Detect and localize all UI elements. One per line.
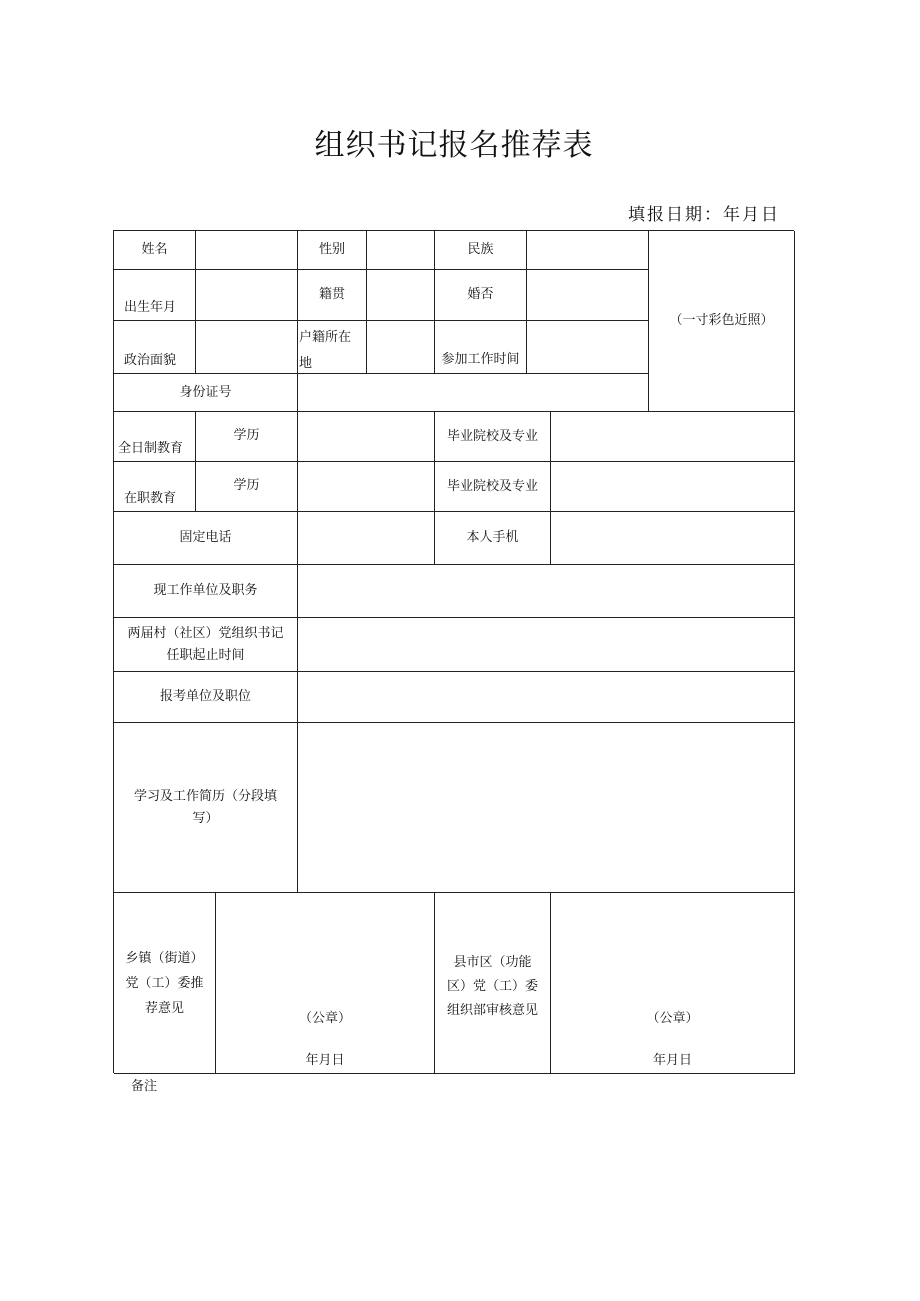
label-parttime-school: 毕业院校及专业 <box>435 462 551 512</box>
town-seal-label: （公章） <box>298 1011 351 1026</box>
town-date-label: 年月日 <box>305 1053 345 1068</box>
gender-field[interactable] <box>367 231 435 270</box>
label-tenure-line2: 任职起止时间 <box>166 647 245 663</box>
label-county-line2: 区）党（工）委 <box>446 979 538 994</box>
label-apply-position: 报考单位及职位 <box>114 672 298 723</box>
label-household-line2: 地 <box>299 356 313 371</box>
parttime-degree-field[interactable] <box>298 462 435 512</box>
label-county-line1: 县市区（功能 <box>453 955 532 970</box>
label-political: 政治面貌 <box>114 321 196 374</box>
label-resume-line2: 写） <box>192 810 219 826</box>
label-town-opinion <box>114 893 216 1074</box>
landline-field[interactable] <box>298 512 435 565</box>
work-start-field[interactable] <box>527 321 649 374</box>
native-place-field[interactable] <box>367 270 435 321</box>
form-title: 组织书记报名推荐表 <box>314 128 594 163</box>
apply-position-field[interactable] <box>298 672 795 723</box>
political-field[interactable] <box>196 321 298 374</box>
label-fulltime-school: 毕业院校及专业 <box>435 412 551 462</box>
label-town-line2: 党（工）委推 <box>125 975 204 991</box>
current-job-field[interactable] <box>298 565 795 618</box>
county-date-label: 年月日 <box>652 1053 692 1068</box>
town-opinion-field[interactable] <box>216 893 435 1074</box>
label-marital: 婚否 <box>435 270 527 321</box>
marital-field[interactable] <box>527 270 649 321</box>
label-town-line3: 荐意见 <box>144 1000 184 1016</box>
county-opinion-field[interactable] <box>551 893 795 1074</box>
label-fulltime-degree: 学历 <box>196 412 298 462</box>
label-household-line1: 户籍所在 <box>299 330 352 345</box>
label-parttime-edu: 在职教育 <box>114 462 196 512</box>
label-town-line1: 乡镇（街道） <box>125 950 204 966</box>
registration-form-table <box>113 230 794 1073</box>
label-county-line3: 组织部审核意见 <box>446 1003 538 1018</box>
label-id-number: 身份证号 <box>114 374 298 412</box>
id-number-field[interactable] <box>298 374 649 412</box>
label-parttime-degree: 学历 <box>196 462 298 512</box>
birth-field[interactable] <box>196 270 298 321</box>
fulltime-degree-field[interactable] <box>298 412 435 462</box>
fulltime-school-field[interactable] <box>551 412 795 462</box>
photo-box[interactable]: （一寸彩色近照） <box>649 231 795 412</box>
household-field[interactable] <box>367 321 435 374</box>
label-name: 姓名 <box>114 231 196 270</box>
name-field[interactable] <box>196 231 298 270</box>
label-tenure <box>114 618 298 672</box>
label-ethnicity: 民族 <box>435 231 527 270</box>
parttime-school-field[interactable] <box>551 462 795 512</box>
label-current-job: 现工作单位及职务 <box>114 565 298 618</box>
label-county-opinion <box>435 893 551 1074</box>
label-native-place: 籍贯 <box>298 270 367 321</box>
resume-field[interactable] <box>298 723 795 893</box>
ethnicity-field[interactable] <box>527 231 649 270</box>
county-seal-label: （公章） <box>646 1011 699 1026</box>
tenure-field[interactable] <box>298 618 795 672</box>
label-mobile: 本人手机 <box>435 512 551 565</box>
mobile-field[interactable] <box>551 512 795 565</box>
label-work-start: 参加工作时间 <box>435 321 527 374</box>
label-resume <box>114 723 298 893</box>
label-birth: 出生年月 <box>114 270 196 321</box>
remark-label: 备注 <box>131 1079 158 1094</box>
label-gender: 性别 <box>298 231 367 270</box>
fill-date: 填报日期：年月日 <box>628 205 780 225</box>
label-landline: 固定电话 <box>114 512 298 565</box>
label-resume-line1: 学习及工作简历（分段填 <box>133 788 277 804</box>
label-tenure-line1: 两届村（社区）党组织书记 <box>127 625 284 641</box>
label-household <box>298 321 367 374</box>
label-fulltime-edu: 全日制教育 <box>114 412 196 462</box>
